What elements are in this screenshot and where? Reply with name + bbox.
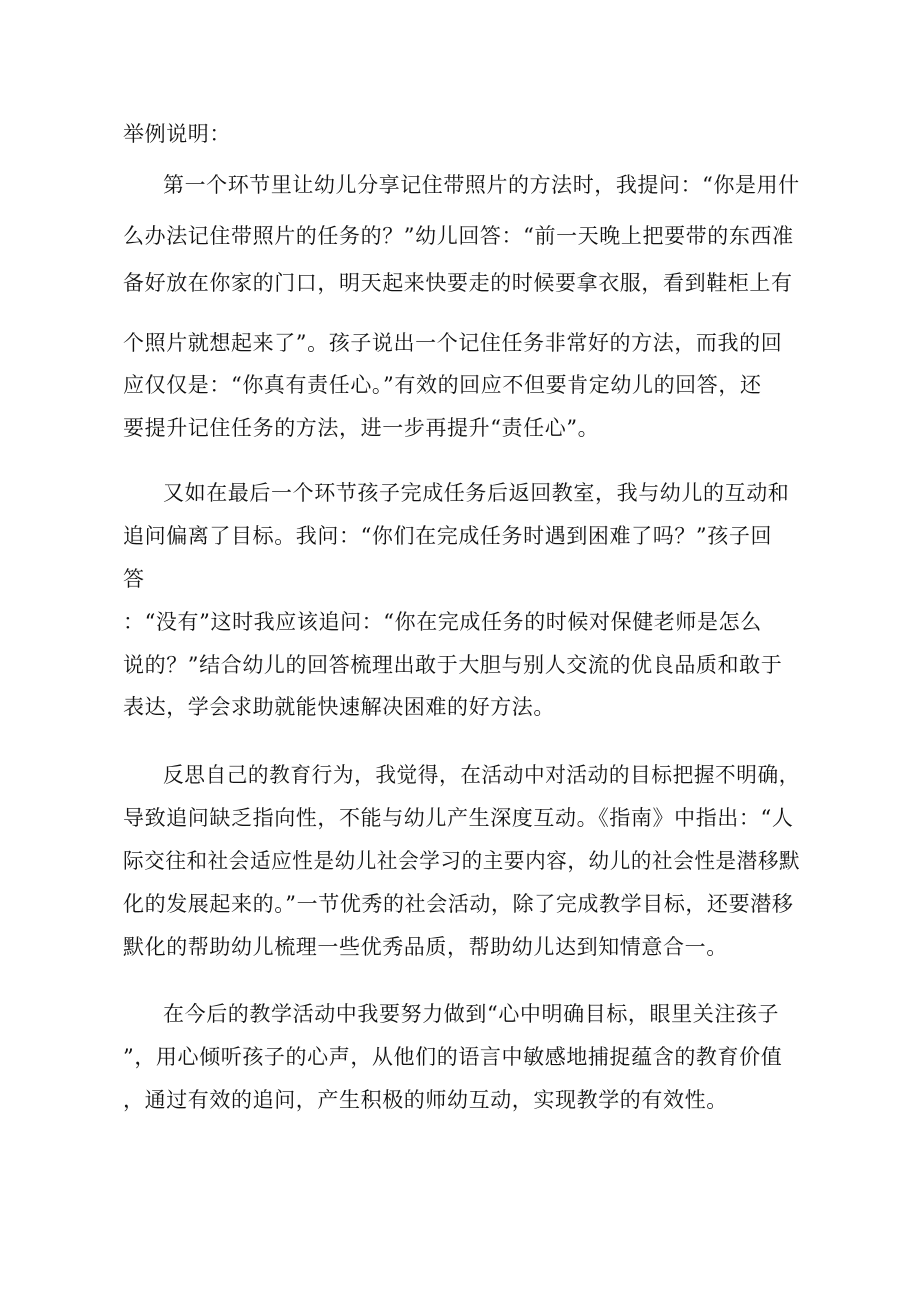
text-line: 追问偏离了目标。我问：“你们在完成任务时遇到困难了吗？”孩子回	[123, 524, 773, 548]
text-line: 要提升记住任务的方法，进一步再提升“责任心”。	[123, 416, 600, 440]
text-line: 第一个环节里让幼儿分享记住带照片的方法时，我提问：“你是用什	[163, 173, 800, 197]
text-line: 应仅仅是：“你真有责任心。”有效的回应不但要肯定幼儿的回答，还	[123, 373, 762, 397]
section-heading: 举例说明：	[123, 122, 231, 146]
text-line: ”，用心倾听孩子的心声，从他们的语言中敏感地捕捉蕴含的教育价值	[123, 1045, 783, 1069]
text-line: 备好放在你家的门口，明天起来快要走的时候要拿衣服，看到鞋柜上有	[123, 271, 793, 295]
text-line: ：“没有”这时我应该追问：“你在完成任务的时候对保健老师是怎么	[123, 610, 762, 634]
text-line: 默化的帮助幼儿梳理一些优秀品质，帮助幼儿达到知情意合一。	[123, 935, 728, 959]
text-line: 际交往和社会适应性是幼儿社会学习的主要内容，幼儿的社会性是潜移默	[123, 849, 801, 873]
text-line: 个照片就想起来了”。孩子说出一个记住任务非常好的方法，而我的回	[123, 331, 783, 355]
text-line: 表达，学会求助就能快速解决困难的好方法。	[123, 695, 555, 719]
text-line: 答	[123, 567, 145, 591]
text-line: 在今后的教学活动中我要努力做到“心中明确目标，眼里关注孩子	[163, 1002, 780, 1026]
text-line: ，通过有效的追问，产生积极的师幼互动，实现教学的有效性。	[123, 1088, 728, 1112]
text-line: 反思自己的教育行为，我觉得，在活动中对活动的目标把握不明确，	[163, 763, 800, 787]
text-line: 化的发展起来的。”一节优秀的社会活动，除了完成教学目标，还要潜移	[123, 892, 794, 916]
text-line: 说的？”结合幼儿的回答梳理出敢于大胆与别人交流的优良品质和敢于	[123, 653, 783, 677]
text-line: 么办法记住带照片的任务的？”幼儿回答：“前一天晚上把要带的东西准	[123, 224, 794, 248]
text-line: 又如在最后一个环节孩子完成任务后返回教室，我与幼儿的互动和	[163, 481, 790, 505]
text-line: 导致追问缺乏指向性，不能与幼儿产生深度互动。《指南》中指出：“人	[123, 806, 794, 830]
